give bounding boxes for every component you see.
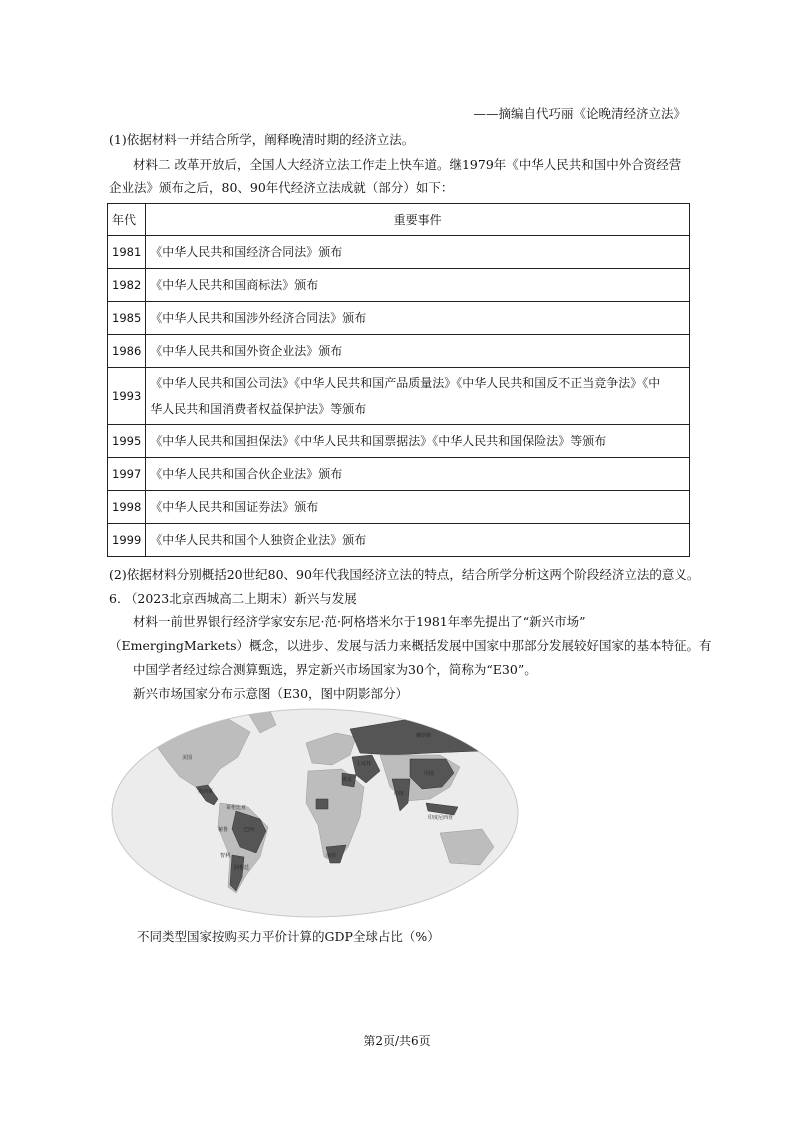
row-year: 1997 bbox=[108, 458, 146, 491]
map-label: 智利 bbox=[220, 853, 231, 859]
row-year: 1993 bbox=[108, 368, 146, 425]
gdp-caption: 不同类型国家按购买力平价计算的GDP全球占比（%） bbox=[137, 929, 440, 944]
table-row bbox=[108, 335, 690, 368]
q6-material-1-line-3: 中国学者经过综合测算甄选，界定新兴市场国家为30个，简称为“E30”。 bbox=[133, 662, 537, 677]
map-label: 巴西 bbox=[244, 827, 255, 833]
row-year: 1985 bbox=[108, 302, 146, 335]
row-year: 1986 bbox=[108, 335, 146, 368]
row-event-line-2: 华人民共和国消费者权益保护法》等颁布 bbox=[150, 402, 367, 416]
map-label: 印度 bbox=[394, 791, 405, 797]
question-2: (2)依据材料分别概括20世纪80、90年代我国经济立法的特点，结合所学分析这两个阶段经济立法的意义。 bbox=[109, 567, 700, 582]
q6-material-1-line-1: 材料一前世界银行经济学家安东尼·范·阿格塔米尔于1981年率先提出了“新兴市场” bbox=[133, 614, 586, 629]
material-2-line-2: 企业法》颁布之后，80、90年代经济立法成就（部分）如下： bbox=[109, 180, 454, 195]
row-event: 《中华人民共和国担保法》《中华人民共和国票据法》《中华人民共和国保险法》等颁布 bbox=[146, 425, 690, 458]
question-1: (1)依据材料一并结合所学，阐释晚清时期的经济立法。 bbox=[109, 132, 415, 147]
row-year: 1981 bbox=[108, 236, 146, 269]
map-label: 哥伦比亚 bbox=[226, 805, 247, 811]
map-label: 土耳其 bbox=[356, 761, 372, 767]
map-label: 墨西哥 bbox=[198, 789, 214, 795]
header-year: 年代 bbox=[108, 204, 146, 236]
table-row bbox=[108, 302, 690, 335]
table-header-row bbox=[108, 204, 690, 236]
table-row bbox=[108, 236, 690, 269]
material-2-line-1: 材料二 改革开放后，全国人大经济立法工作走上快车道。继1979年《中华人民共和国中外合资经营 bbox=[133, 157, 682, 172]
map-label: 秘鲁 bbox=[218, 827, 229, 833]
table-row bbox=[108, 524, 690, 557]
row-event-line-1: 《中华人民共和国公司法》《中华人民共和国产品质量法》《中华人民共和国反不正当竞争法》《中 bbox=[150, 376, 661, 390]
row-year: 1995 bbox=[108, 425, 146, 458]
source-citation: ——摘编自代巧丽《论晚清经济立法》 bbox=[473, 106, 686, 121]
row-event: 《中华人民共和国经济合同法》颁布 bbox=[146, 236, 690, 269]
map-label: 南非 bbox=[326, 853, 337, 859]
world-map bbox=[110, 707, 520, 920]
header-event: 重要事件 bbox=[146, 204, 690, 236]
table-row bbox=[108, 368, 690, 425]
row-year: 1982 bbox=[108, 269, 146, 302]
table-row bbox=[108, 458, 690, 491]
map-label: 俄罗斯 bbox=[416, 733, 432, 739]
row-year: 1999 bbox=[108, 524, 146, 557]
map-label: 中国 bbox=[424, 771, 435, 777]
legislation-table bbox=[107, 203, 690, 557]
map-label: 阿根廷 bbox=[234, 865, 250, 871]
row-event: 《中华人民共和国合伙企业法》颁布 bbox=[146, 458, 690, 491]
map-label: 印度尼西亚 bbox=[428, 815, 454, 821]
row-event: 《中华人民共和国商标法》颁布 bbox=[146, 269, 690, 302]
table-row bbox=[108, 269, 690, 302]
row-event: 《中华人民共和国涉外经济合同法》颁布 bbox=[146, 302, 690, 335]
row-event: 《中华人民共和国个人独资企业法》颁布 bbox=[146, 524, 690, 557]
page-footer: 第2页/共6页 bbox=[363, 1034, 431, 1048]
row-year: 1998 bbox=[108, 491, 146, 524]
table-row bbox=[108, 425, 690, 458]
row-event: 《中华人民共和国证券法》颁布 bbox=[146, 491, 690, 524]
map-caption: 新兴市场国家分布示意图（E30，图中阴影部分） bbox=[133, 686, 409, 701]
map-label: 美国 bbox=[182, 755, 193, 761]
row-event bbox=[146, 368, 690, 425]
table-row bbox=[108, 491, 690, 524]
map-label: 埃及 bbox=[342, 777, 353, 783]
question-6-title: 6. （2023北京西城高二上期末）新兴与发展 bbox=[109, 591, 357, 606]
q6-material-1-line-2: （EmergingMarkets）概念，以进步、发展与活力来概括发展中国家中那部分发展较好国家的基本特征。有 bbox=[109, 638, 712, 653]
row-event: 《中华人民共和国外资企业法》颁布 bbox=[146, 335, 690, 368]
